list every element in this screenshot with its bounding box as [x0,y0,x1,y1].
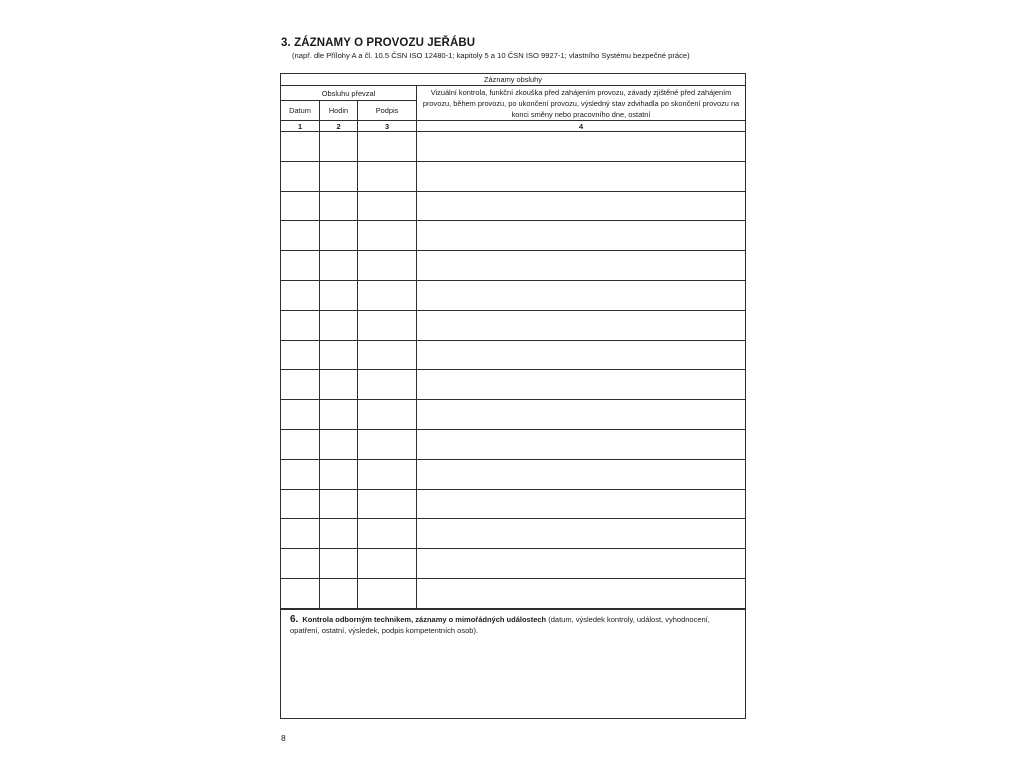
hours-cell[interactable] [320,519,358,549]
hours-cell[interactable] [320,578,358,608]
table-row [281,251,746,281]
signature-cell[interactable] [358,251,417,281]
signature-cell[interactable] [358,370,417,400]
section-subtitle: (např. dle Přílohy A a čl. 10.5 ČSN ISO 12480-1; kapitoly 5 a 10 ČSN ISO 9927-1; vlastního Systému bezpečné práce) [292,51,690,60]
date-cell[interactable] [281,578,320,608]
date-cell[interactable] [281,400,320,430]
signature-cell[interactable] [358,459,417,489]
section6-heading: Kontrola odborným technikem, záznamy o mimořádných událostech [302,615,547,624]
table-row [281,161,746,191]
hours-cell[interactable] [320,221,358,251]
date-cell[interactable] [281,251,320,281]
signature-cell[interactable] [358,221,417,251]
table-row [281,132,746,162]
page-number: 8 [281,733,286,743]
record-cell[interactable] [417,429,746,459]
handover-header: Obsluhu převzal [281,86,417,101]
record-cell[interactable] [417,340,746,370]
date-cell[interactable] [281,221,320,251]
hours-cell[interactable] [320,549,358,579]
table-row [281,459,746,489]
column-number-2: 2 [320,121,358,132]
date-cell[interactable] [281,459,320,489]
operation-records-table [280,73,746,609]
hours-cell[interactable] [320,132,358,162]
section-title: 3. ZÁZNAMY O PROVOZU JEŘÁBU [281,37,476,49]
hours-cell[interactable] [320,400,358,430]
signature-cell[interactable] [358,310,417,340]
table-row [281,340,746,370]
description-header: Vizuální kontrola, funkční zkouška před zahájením provozu, závady zjištěné před zahájením provozu, během provozu, po ukončení provozu, výsledný stav zdvihadla po skončení provozu na konci směny nebo pracovního dne, ostatní [417,86,746,121]
hours-cell[interactable] [320,429,358,459]
record-cell[interactable] [417,578,746,608]
table-row [281,429,746,459]
hours-cell[interactable] [320,489,358,519]
table-row [281,578,746,608]
record-cell[interactable] [417,370,746,400]
technician-inspection-text [290,614,730,636]
table-row [281,370,746,400]
date-cell[interactable] [281,161,320,191]
column-number-3: 3 [358,121,417,132]
date-cell[interactable] [281,191,320,221]
signature-cell[interactable] [358,191,417,221]
record-cell[interactable] [417,280,746,310]
hours-cell[interactable] [320,459,358,489]
signature-cell[interactable] [358,578,417,608]
group-header: Záznamy obsluhy [281,74,746,86]
hours-cell[interactable] [320,191,358,221]
record-cell[interactable] [417,132,746,162]
date-cell[interactable] [281,370,320,400]
date-cell[interactable] [281,132,320,162]
column-header-signature: Podpis [358,101,417,121]
hours-cell[interactable] [320,161,358,191]
column-number-1: 1 [281,121,320,132]
table-row [281,310,746,340]
technician-inspection-section [280,608,746,719]
record-cell[interactable] [417,161,746,191]
table-row [281,400,746,430]
signature-cell[interactable] [358,519,417,549]
column-header-date: Datum [281,101,320,121]
table-row [281,191,746,221]
column-number-4: 4 [417,121,746,132]
hours-cell[interactable] [320,340,358,370]
date-cell[interactable] [281,429,320,459]
record-cell[interactable] [417,549,746,579]
hours-cell[interactable] [320,251,358,281]
table-row [281,549,746,579]
section6-number: 6. [290,614,299,625]
column-header-hours: Hodin [320,101,358,121]
signature-cell[interactable] [358,280,417,310]
signature-cell[interactable] [358,132,417,162]
date-cell[interactable] [281,310,320,340]
table-row [281,280,746,310]
date-cell[interactable] [281,340,320,370]
table-row [281,489,746,519]
date-cell[interactable] [281,549,320,579]
table-row [281,519,746,549]
date-cell[interactable] [281,280,320,310]
section6-description: (datum, výsledek kontroly, událost, vyhodnocení, opatření, ostatní, výsledek, podpis kompetentních osob). [290,615,710,635]
date-cell[interactable] [281,519,320,549]
hours-cell[interactable] [320,370,358,400]
signature-cell[interactable] [358,340,417,370]
record-cell[interactable] [417,221,746,251]
record-cell[interactable] [417,459,746,489]
record-cell[interactable] [417,310,746,340]
signature-cell[interactable] [358,549,417,579]
record-cell[interactable] [417,251,746,281]
record-cell[interactable] [417,519,746,549]
record-cell[interactable] [417,191,746,221]
signature-cell[interactable] [358,429,417,459]
hours-cell[interactable] [320,310,358,340]
signature-cell[interactable] [358,489,417,519]
table-row [281,221,746,251]
date-cell[interactable] [281,489,320,519]
signature-cell[interactable] [358,161,417,191]
record-cell[interactable] [417,400,746,430]
hours-cell[interactable] [320,280,358,310]
signature-cell[interactable] [358,400,417,430]
record-cell[interactable] [417,489,746,519]
